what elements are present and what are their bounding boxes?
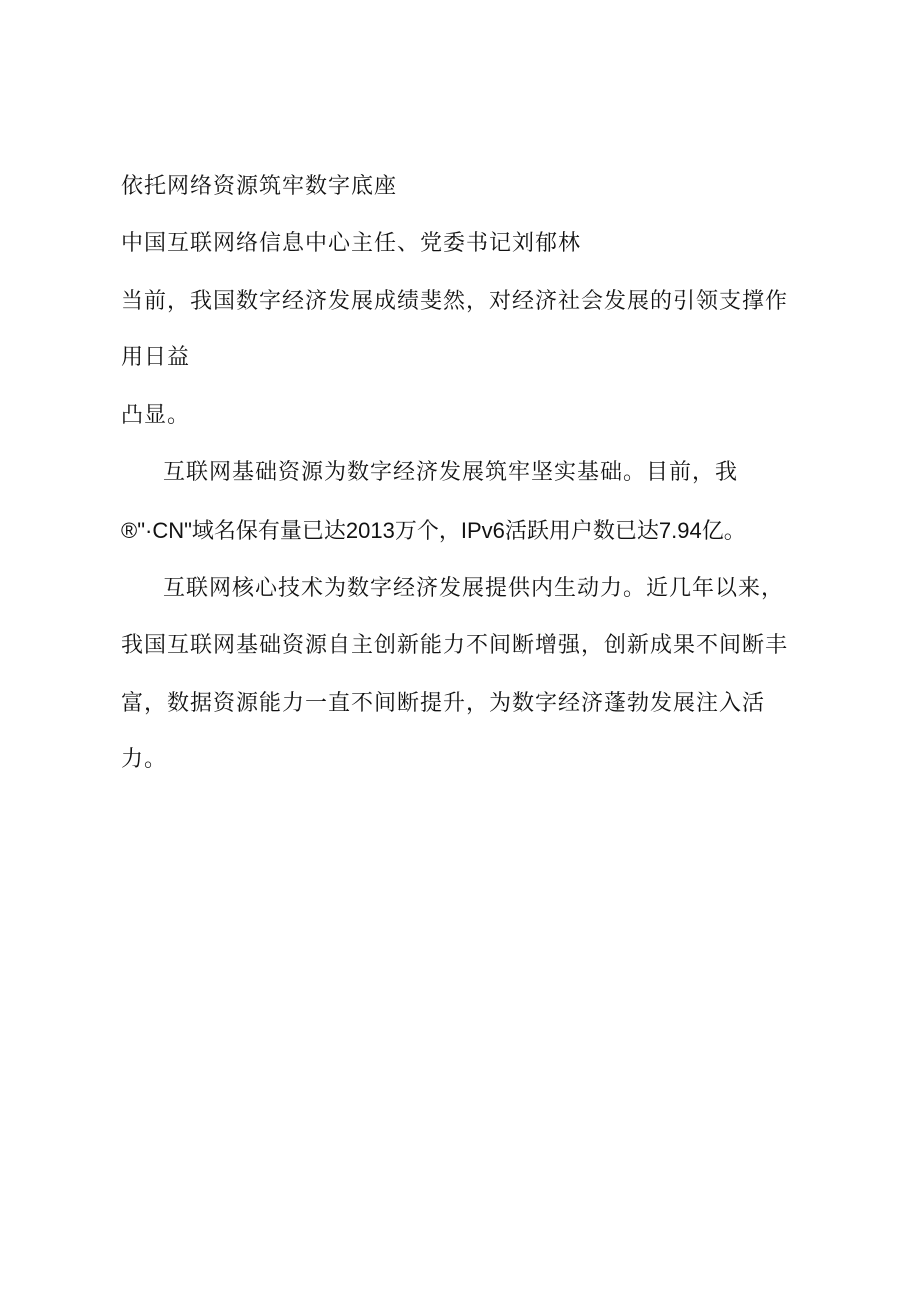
paragraph-3-line-2: 我国互联网基础资源自主创新能力不间断增强，创新成果不间断丰	[121, 633, 789, 658]
paragraph-1-line-3: 凸显。	[121, 403, 191, 428]
article-byline: 中国互联网络信息中心主任、党委书记刘郁林	[121, 231, 582, 256]
paragraph-3-line-4: 力。	[121, 747, 168, 772]
paragraph-1-line-2: 用日益	[121, 345, 191, 370]
paragraph-3-line-1: 互联网核心技术为数字经济发展提供内生动力。近几年以来，	[163, 576, 785, 601]
paragraph-2-line-1: 互联网基础资源为数字经济发展筑牢坚实基础。目前，我	[163, 460, 739, 485]
paragraph-1-line-1: 当前，我国数字经济发展成绩斐然，对经济社会发展的引领支撑作	[121, 289, 789, 314]
paragraph-2-line-2: ®"·CN"域名保有量已达2013万个，IPv6活跃用户数已达7.94亿。	[121, 518, 746, 543]
article-title: 依托网络资源筑牢数字底座	[121, 174, 398, 199]
paragraph-3-line-3: 富，数据资源能力一直不间断提升，为数字经济蓬勃发展注入活	[121, 691, 766, 716]
